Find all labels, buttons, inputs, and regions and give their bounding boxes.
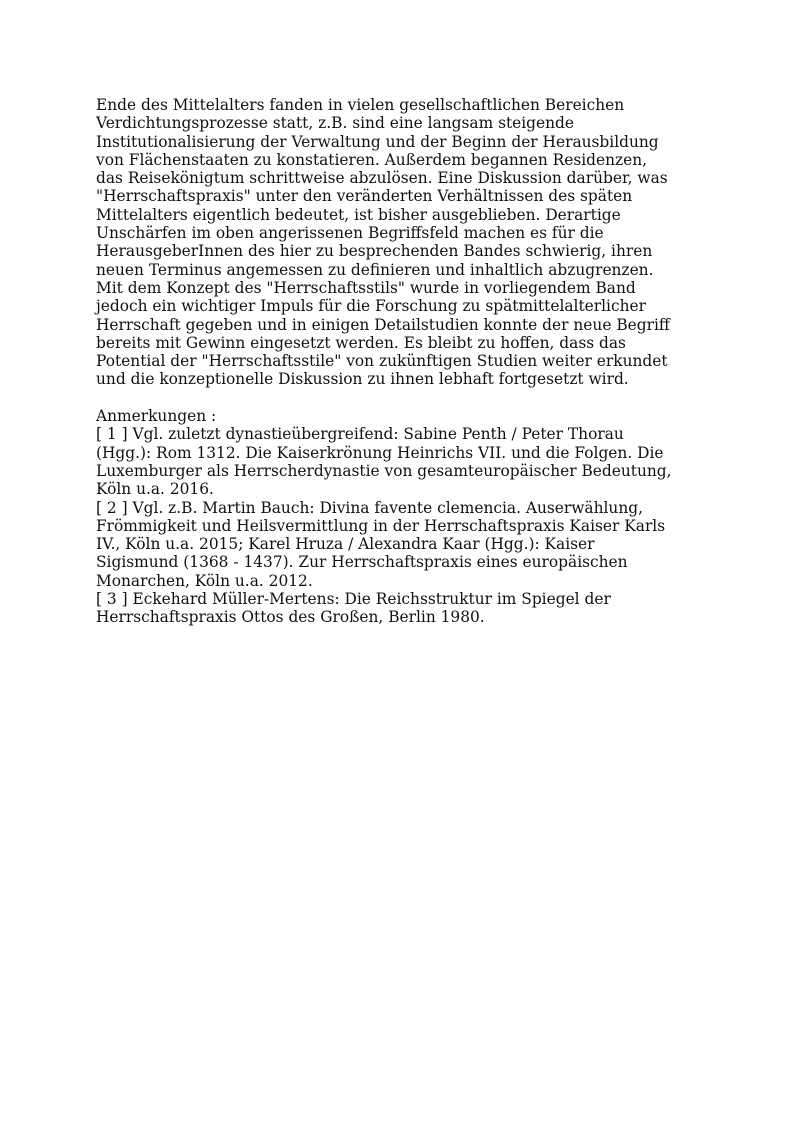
footnote-2 [96,499,708,590]
footnote-line: [ 3 ] Eckehard Müller-Mertens: Die Reichsstruktur im Spiegel der [96,590,611,609]
paragraph-line: neuen Terminus angemessen zu definieren und inhaltlich abzugrenzen. [96,260,654,279]
paragraph-line: Potential der "Herrschaftsstile" von zukünftigen Studien weiter erkundet [96,352,668,371]
footnote-line: [ 1 ] Vgl. zuletzt dynastieübergreifend: Sabine Penth / Peter Thorau [96,425,624,444]
footnote-line: Luxemburger als Herrscherdynastie von gesamteuropäischer Bedeutung, [96,461,672,480]
paragraph-line: Verdichtungsprozesse statt, z.B. sind eine langsam steigende [96,114,575,133]
paragraph-line: Herrschaft gegeben und in einigen Detailstudien konnte der neue Begriff [96,315,670,334]
paragraph-line: das Reisekönigtum schrittweise abzulösen. Eine Diskussion darüber, was [96,169,668,188]
paragraph-line: jedoch ein wichtiger Impuls für die Forschung zu spätmittelalterlicher [96,297,646,316]
paragraph-line: HerausgeberInnen des hier zu besprechenden Bandes schwierig, ihren [96,242,653,261]
document-page [96,96,708,627]
footnote-line: Frömmigkeit und Heilsvermittlung in der Herrschaftspraxis Kaiser Karls [96,516,666,535]
footnote-line: (Hgg.): Rom 1312. Die Kaiserkrönung Heinrichs VII. und die Folgen. Die [96,443,664,462]
paragraph-line: Unschärfen im oben angerissenen Begriffsfeld machen es für die [96,224,604,243]
paragraph-line: Institutionalisierung der Verwaltung und der Beginn der Herausbildung [96,132,659,151]
footnote-line: Monarchen, Köln u.a. 2012. [96,571,313,590]
paragraph-line: Ende des Mittelalters fanden in vielen gesellschaftlichen Bereichen [96,96,625,114]
body-paragraph [96,96,708,389]
paragraph-line: "Herrschaftspraxis" unter den veränderten Verhältnissen des späten [96,187,633,206]
paragraph-line: Mit dem Konzept des "Herrschaftsstils" wurde in vorliegendem Band [96,278,636,297]
paragraph-line: Mittelalters eigentlich bedeutet, ist bisher ausgeblieben. Derartige [96,205,621,224]
paragraph-line: bereits mit Gewinn eingesetzt werden. Es bleibt zu hoffen, dass das [96,333,626,352]
footnote-line: Sigismund (1368 - 1437). Zur Herrschaftspraxis eines europäischen [96,553,628,572]
footnote-line: IV., Köln u.a. 2015; Karel Hruza / Alexandra Kaar (Hgg.): Kaiser [96,535,595,554]
paragraph-spacer [96,389,708,407]
footnote-line: Herrschaftspraxis Ottos des Großen, Berlin 1980. [96,608,485,627]
footnote-3 [96,590,708,627]
footnote-line: Köln u.a. 2016. [96,480,214,499]
notes-section [96,407,708,627]
footnote-1 [96,425,708,498]
footnote-line: [ 2 ] Vgl. z.B. Martin Bauch: Divina favente clemencia. Auserwählung, [96,498,643,517]
notes-heading: Anmerkungen : [96,407,217,426]
paragraph-line: von Flächenstaaten zu konstatieren. Außerdem begannen Residenzen, [96,150,648,169]
paragraph-line: und die konzeptionelle Diskussion zu ihnen lebhaft fortgesetzt wird. [96,370,629,389]
